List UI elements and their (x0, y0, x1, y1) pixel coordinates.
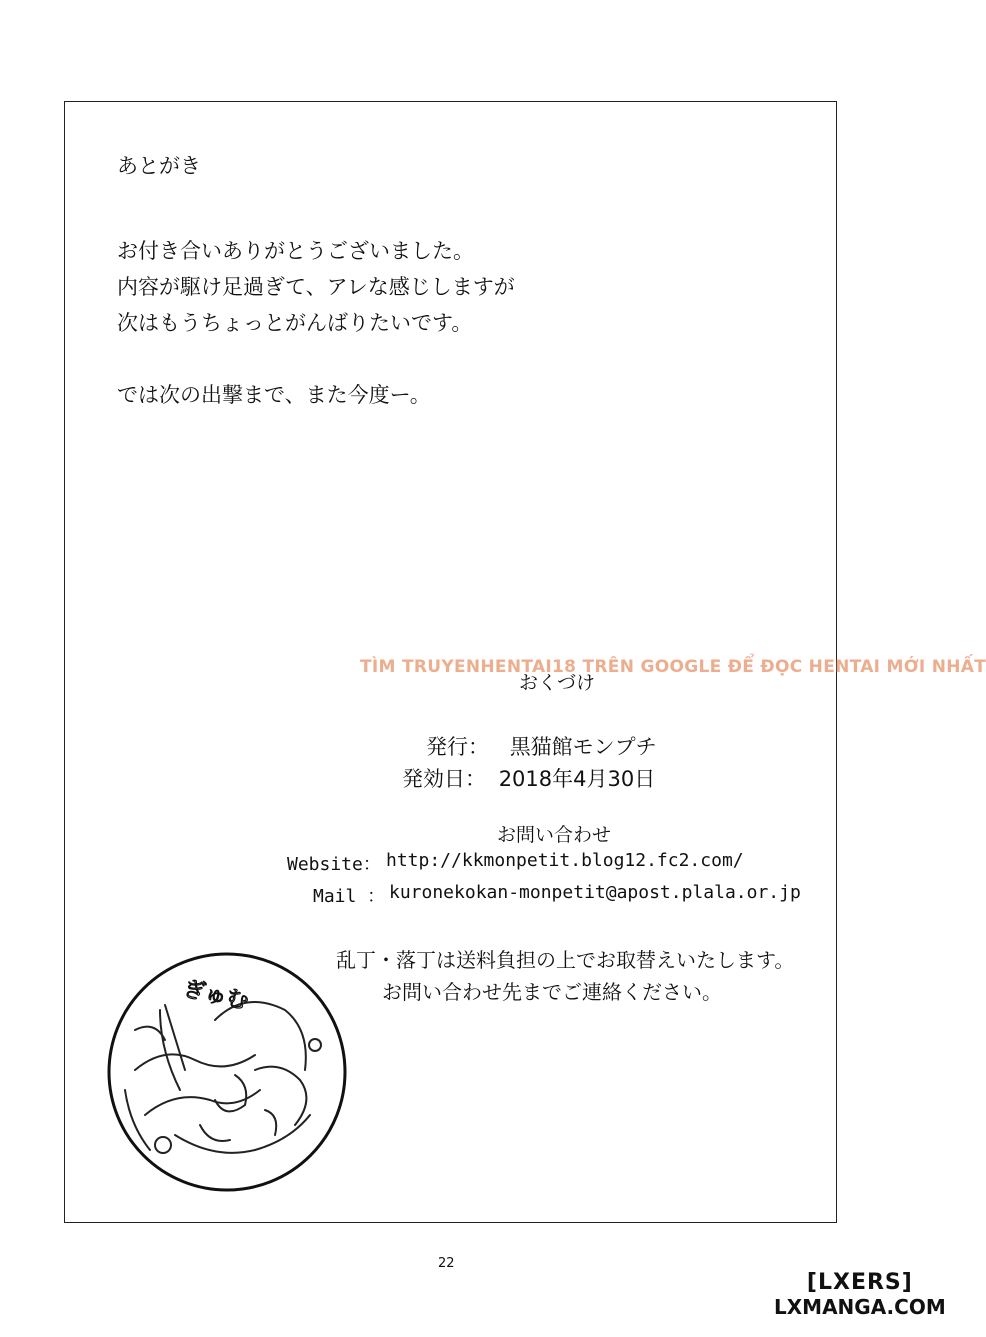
page-number: 22 (438, 1256, 455, 1271)
watermark-banner: TÌM TRUYENHENTAI18 TRÊN GOOGLE ĐỂ ĐỌC HENTAI MỚI NHẤT (360, 657, 986, 677)
publisher-name: 黒猫館モンプチ (509, 735, 657, 759)
issue-date: 2018年4月30日 (498, 767, 656, 791)
mail-label: Mail ： (313, 886, 386, 907)
sketch-illustration (105, 950, 350, 1195)
site-logo: [LXERS] LXMANGA.COM (774, 1270, 946, 1319)
notice-line: 乱丁・落丁は送料負担の上でお取替えいたします。 (336, 948, 795, 972)
sfx-text: ぎゅむ (180, 976, 251, 1015)
website-label: Website： (287, 854, 381, 875)
afterword-line: 次はもうちょっとがんばりたいです。 (117, 311, 473, 335)
notice-line: お問い合わせ先までご連絡ください。 (382, 980, 722, 1004)
afterword-line: では次の出撃まで、また今度ー。 (117, 383, 431, 407)
publisher-label: 発行： (426, 735, 489, 759)
date-label: 発効日： (402, 767, 486, 791)
website-link[interactable]: http://kkmonpetit.blog12.fc2.com/ (386, 850, 744, 871)
afterword-line: お付き合いありがとうございました。 (117, 239, 474, 263)
publisher-row (426, 731, 657, 761)
afterword-line: 内容が駆け足過ぎて、アレな感じしますが (117, 275, 515, 299)
afterword-title: あとがき (117, 154, 201, 178)
mail-address[interactable]: kuronekokan-monpetit@apost.plala.or.jp (389, 882, 801, 903)
date-row (402, 763, 655, 793)
contact-heading: お問い合わせ (497, 824, 612, 846)
afterword-body (117, 233, 515, 413)
colophon-heading: おくづけ (519, 672, 596, 694)
